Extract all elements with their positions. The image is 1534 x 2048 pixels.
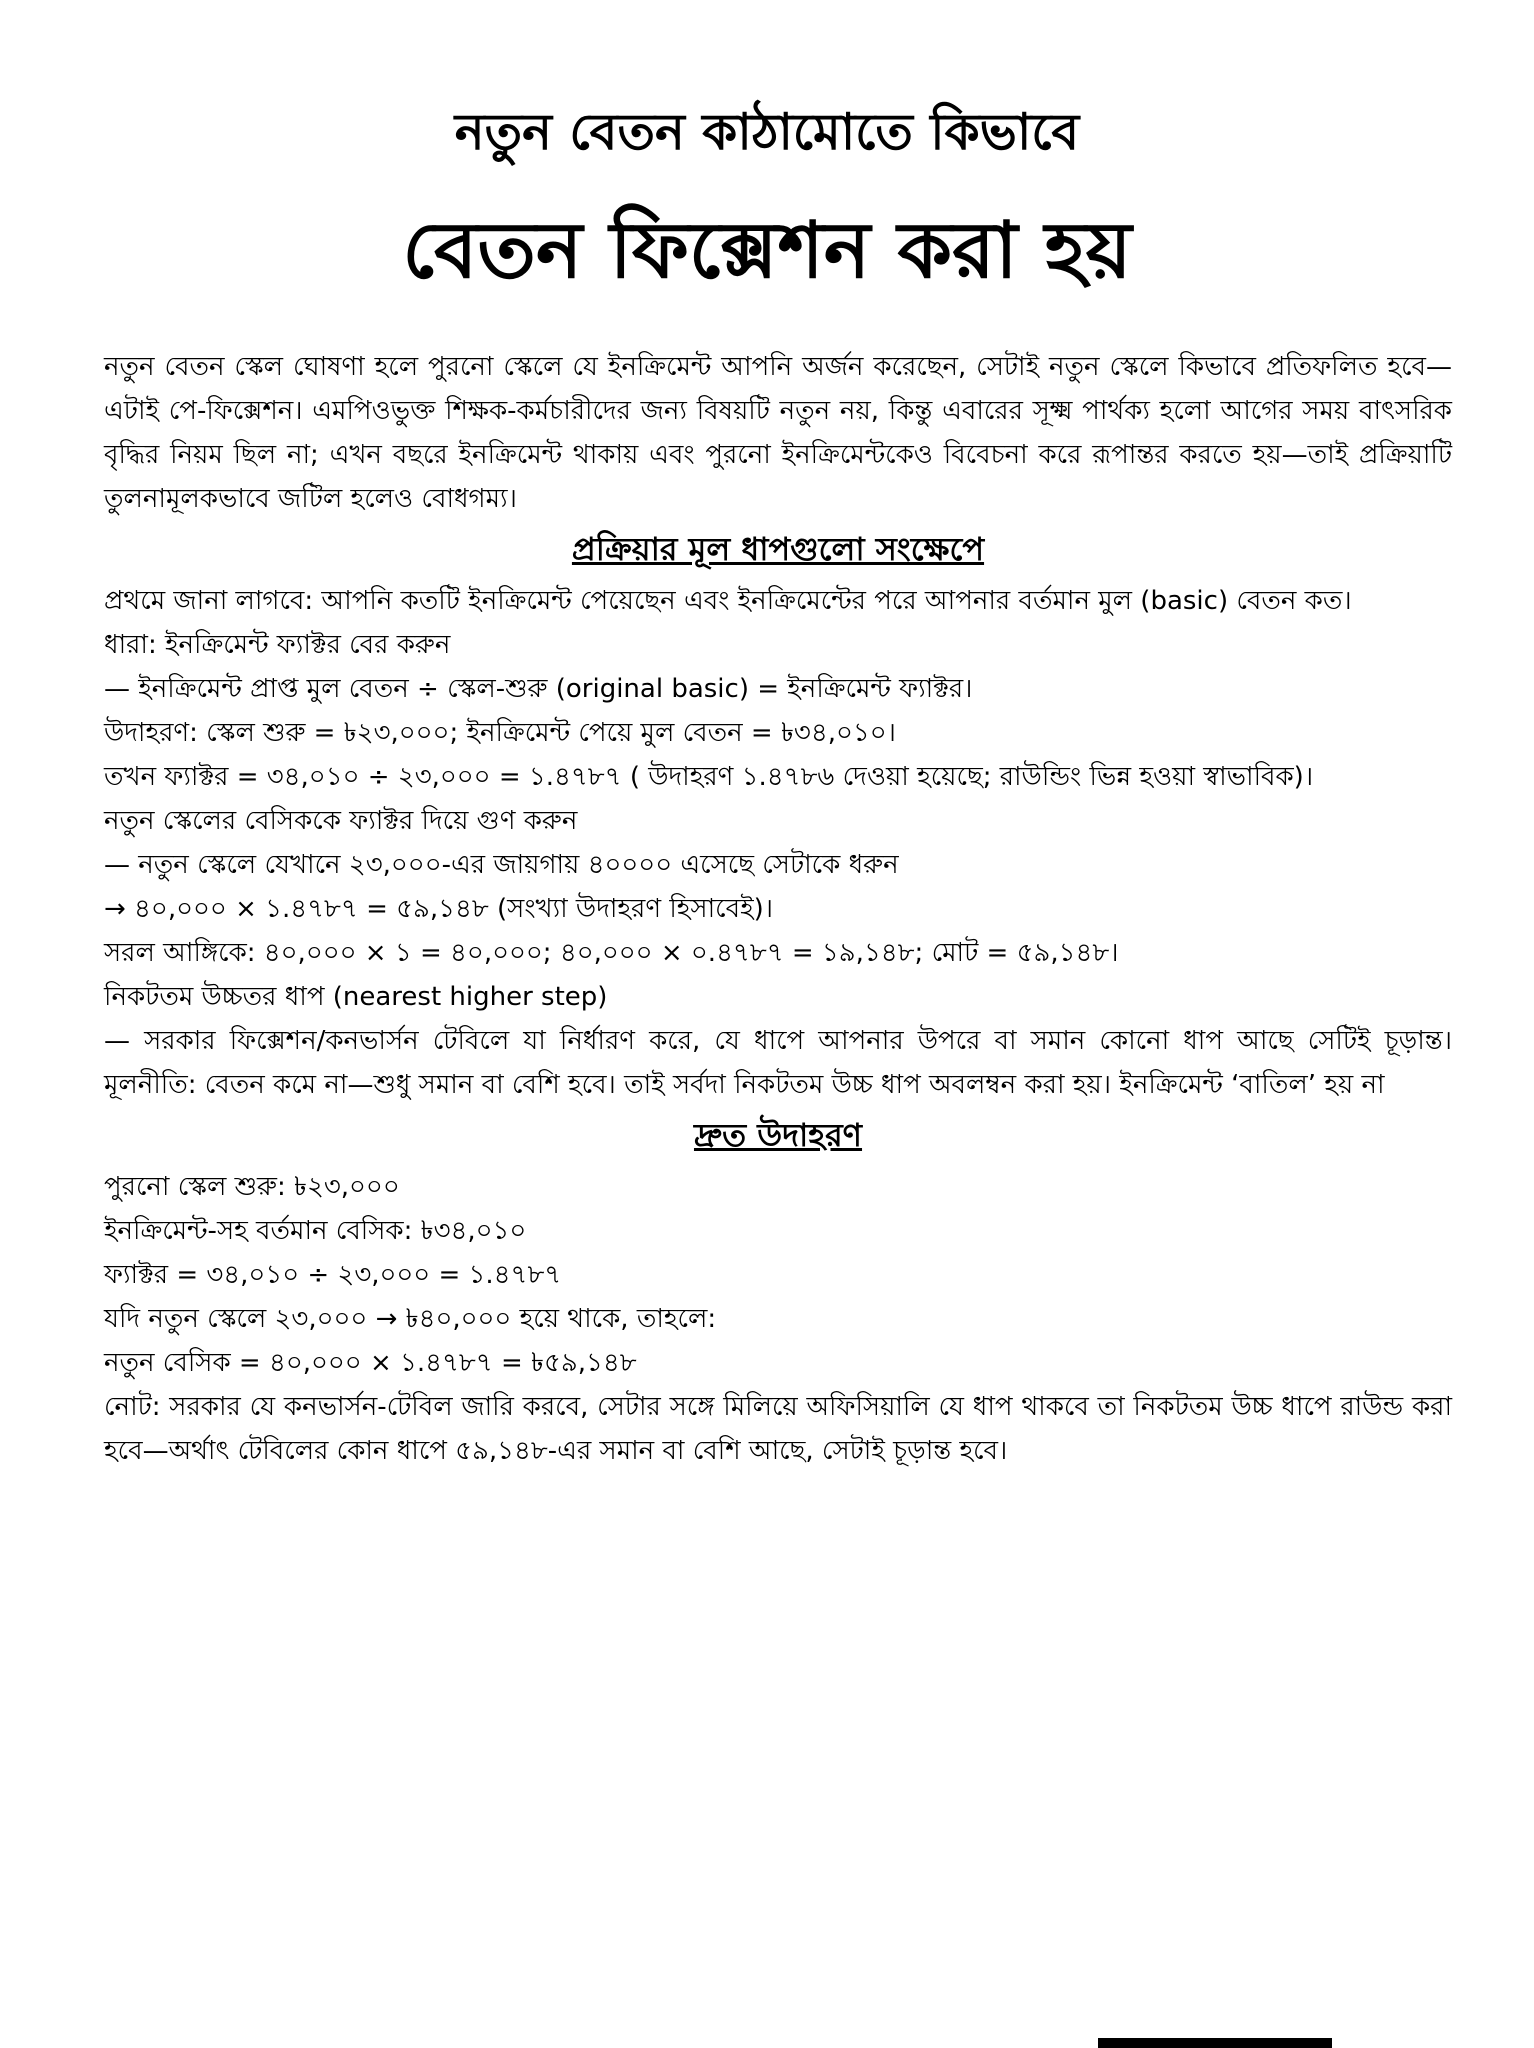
steps-example-line: উদাহরণ: স্কেল শুরু = ৳২৩,০০০; ইনক্রিমেন্ট পেয়ে মুল বেতন = ৳৩৪,০১০। [104,718,896,748]
quick-old-start: পুরনো স্কেল শুরু: ৳২৩,০০০ [104,1172,400,1202]
quick-new-basic: নতুন বেসিক = ৪০,০০০ × ১.৪৭৮৭ = ৳৫৯,১৪৮ [104,1348,637,1378]
bottom-edge-mark [1098,2038,1332,2048]
steps-nearest-desc: — সরকার ফিক্সেশন/কনভার্সন টেবিলে যা নির্ধারণ করে, যে ধাপে আপনার উপরে বা সমান কোনো ধাপ আছে সেটিই চূড়ান্ত। মূলনীতি: বেতন কমে না—শুধু সমান বা বেশি হবে। তাই সর্বদা নিকটতম উচ্চ ধাপ অবলম্বন করা হয়। ইনক্রিমেন্ট ‘বাতিল’ হয় না [104,1026,1452,1100]
title-line-2: বেতন ফিক্সেশন করা হয় [402,206,1132,296]
steps-multiply-calc: → ৪০,০০০ × ১.৪৭৮৭ = ৫৯,১৪৮ (সংখ্যা উদাহরণ হিসাবেই)। [104,894,774,924]
steps-first-know: প্রথমে জানা লাগবে: আপনি কতটি ইনক্রিমেন্ট পেয়েছেন এবং ইনক্রিমেন্টের পরে আপনার বর্তমান মুল (basic) বেতন কত। [104,586,1352,616]
steps-rule-label: ধারা: ইনক্রিমেন্ট ফ্যাক্টর বের করুন [104,630,451,660]
quick-current-basic: ইনক্রিমেন্ট-সহ বর্তমান বেসিক: ৳৩৪,০১০ [104,1216,527,1246]
quick-note: নোট: সরকার যে কনভার্সন-টেবিল জারি করবে, সেটার সঙ্গে মিলিয়ে অফিসিয়ালি যে ধাপ থাকবে তা নিকটতম উচ্চ ধাপে রাউন্ড করা হবে—অর্থাৎ টেবিলের কোন ধাপে ৫৯,১৪৮-এর সমান বা বেশি আছে, সেটাই চূড়ান্ত হবে। [104,1392,1452,1466]
steps-heading: প্রক্রিয়ার মূল ধাপগুলো সংক্ষেপে [571,530,985,568]
quick-example-heading: দ্রুত উদাহরণ [693,1116,863,1154]
steps-simple-form: সরল আঙ্গিকে: ৪০,০০০ × ১ = ৪০,০০০; ৪০,০০০ × ০.৪৭৮৭ = ১৯,১৪৮; মোট = ৫৯,১৪৮। [104,938,1119,968]
steps-rule-formula: — ইনক্রিমেন্ট প্রাপ্ত মুল বেতন ÷ স্কেল-শুরু (original basic) = ইনক্রিমেন্ট ফ্যাক্টর। [104,674,973,704]
quick-if-new: যদি নতুন স্কেলে ২৩,০০০ → ৳৪০,০০০ হয়ে থাকে, তাহলে: [104,1304,717,1334]
steps-nearest-label: নিকটতম উচ্চতর ধাপ (nearest higher step) [104,982,608,1012]
document-body [104,345,1452,1473]
steps-multiply-desc: — নতুন স্কেলে যেখানে ২৩,০০০-এর জায়গায় ৪০০০০ এসেছে সেটাকে ধরুন [104,850,899,880]
quick-factor: ফ্যাক্টর = ৩৪,০১০ ÷ ২৩,০০০ = ১.৪৭৮৭ [104,1260,562,1290]
title-line-1: নতুন বেতন কাঠামোতে কিভাবে [454,103,1080,161]
steps-multiply-label: নতুন স্কেলের বেসিককে ফ্যাক্টর দিয়ে গুণ করুন [104,806,578,836]
steps-factor-line: তখন ফ্যাক্টর = ৩৪,০১০ ÷ ২৩,০০০ = ১.৪৭৮৭ ( উদাহরণ ১.৪৭৮৬ দেওয়া হয়েছে; রাউন্ডিং ভিন্ন হওয়া স্বাভাবিক)। [104,762,1314,792]
intro-paragraph: নতুন বেতন স্কেল ঘোষণা হলে পুরনো স্কেলে যে ইনক্রিমেন্ট আপনি অর্জন করেছেন, সেটাই নতুন স্কেলে কিভাবে প্রতিফলিত হবে—এটাই পে-ফিক্সেশন। এমপিওভুক্ত শিক্ষক-কর্মচারীদের জন্য বিষয়টি নতুন নয়, কিন্তু এবারের সূক্ষ্ম পার্থক্য হলো আগের সময় বাৎসরিক বৃদ্ধির নিয়ম ছিল না; এখন বছরে ইনক্রিমেন্ট থাকায় এবং পুরনো ইনক্রিমেন্টকেও বিবেচনা করে রূপান্তর করতে হয়—তাই প্রক্রিয়াটি তুলনামূলকভাবে জটিল হলেও বোধগম্য। [104,352,1452,514]
